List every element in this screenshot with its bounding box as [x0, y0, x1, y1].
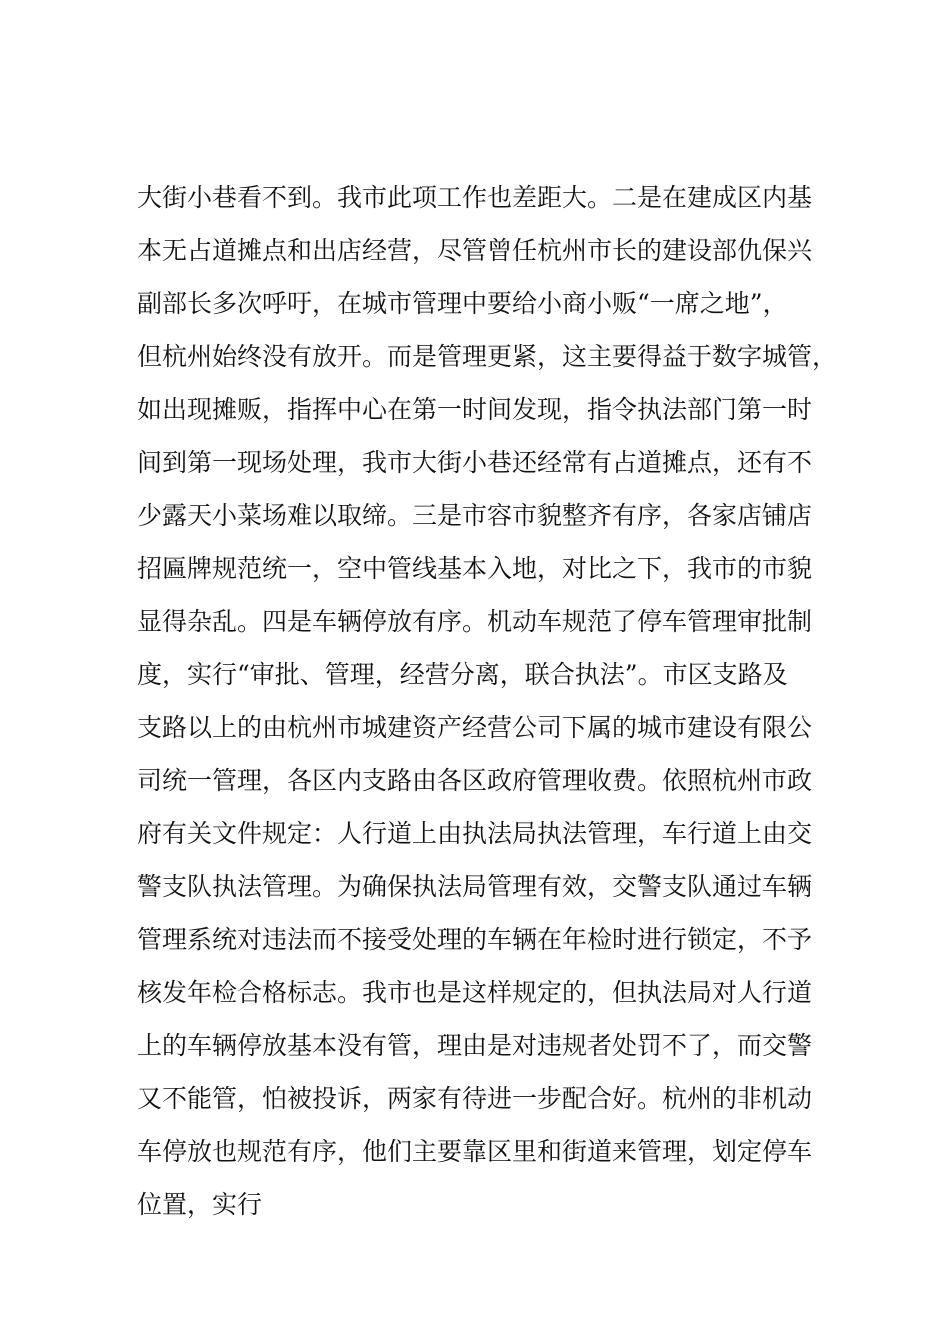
text-line: 招匾牌规范统一，空中管线基本入地，对比之下，我市的市貌 [137, 554, 813, 583]
text-line: 本无占道摊点和出店经营，尽管曾任杭州市长的建设部仇保兴 [137, 236, 813, 265]
body-text [137, 171, 857, 1231]
text-line: 少露天小菜场难以取缔。三是市容市貌整齐有序，各家店铺店 [137, 501, 813, 530]
text-line: 度，实行“审批、管理，经营分离，联合执法”。市区支路及 [137, 660, 788, 689]
text-line: 但杭州始终没有放开。而是管理更紧，这主要得益于数字城管， [137, 342, 838, 371]
text-line: 府有关文件规定：人行道上由执法局执法管理，车行道上由交 [137, 819, 813, 848]
text-line: 大街小巷看不到。我市此项工作也差距大。二是在建成区内基 [137, 183, 813, 212]
text-line: 核发年检合格标志。我市也是这样规定的，但执法局对人行道 [137, 978, 813, 1007]
text-line: 又不能管，怕被投诉，两家有待进一步配合好。杭州的非机动 [137, 1084, 813, 1113]
text-line: 车停放也规范有序，他们主要靠区里和街道来管理，划定停车 [137, 1137, 813, 1166]
text-line: 显得杂乱。四是车辆停放有序。机动车规范了停车管理审批制 [137, 607, 813, 636]
text-line: 副部长多次呼吁，在城市管理中要给小商小贩“一席之地”， [137, 289, 788, 318]
text-line: 管理系统对违法而不接受处理的车辆在年检时进行锁定，不予 [137, 925, 813, 954]
text-line: 位置，实行 [137, 1190, 263, 1219]
text-line: 支路以上的由杭州市城建资产经营公司下属的城市建设有限公 [137, 713, 813, 742]
text-line: 警支队执法管理。为确保执法局管理有效，交警支队通过车辆 [137, 872, 813, 901]
text-line: 司统一管理，各区内支路由各区政府管理收费。依照杭州市政 [137, 766, 813, 795]
text-line: 上的车辆停放基本没有管，理由是对违规者处罚不了，而交警 [137, 1031, 813, 1060]
text-line: 间到第一现场处理，我市大街小巷还经常有占道摊点，还有不 [137, 448, 813, 477]
text-line: 如出现摊贩，指挥中心在第一时间发现，指令执法部门第一时 [137, 395, 813, 424]
